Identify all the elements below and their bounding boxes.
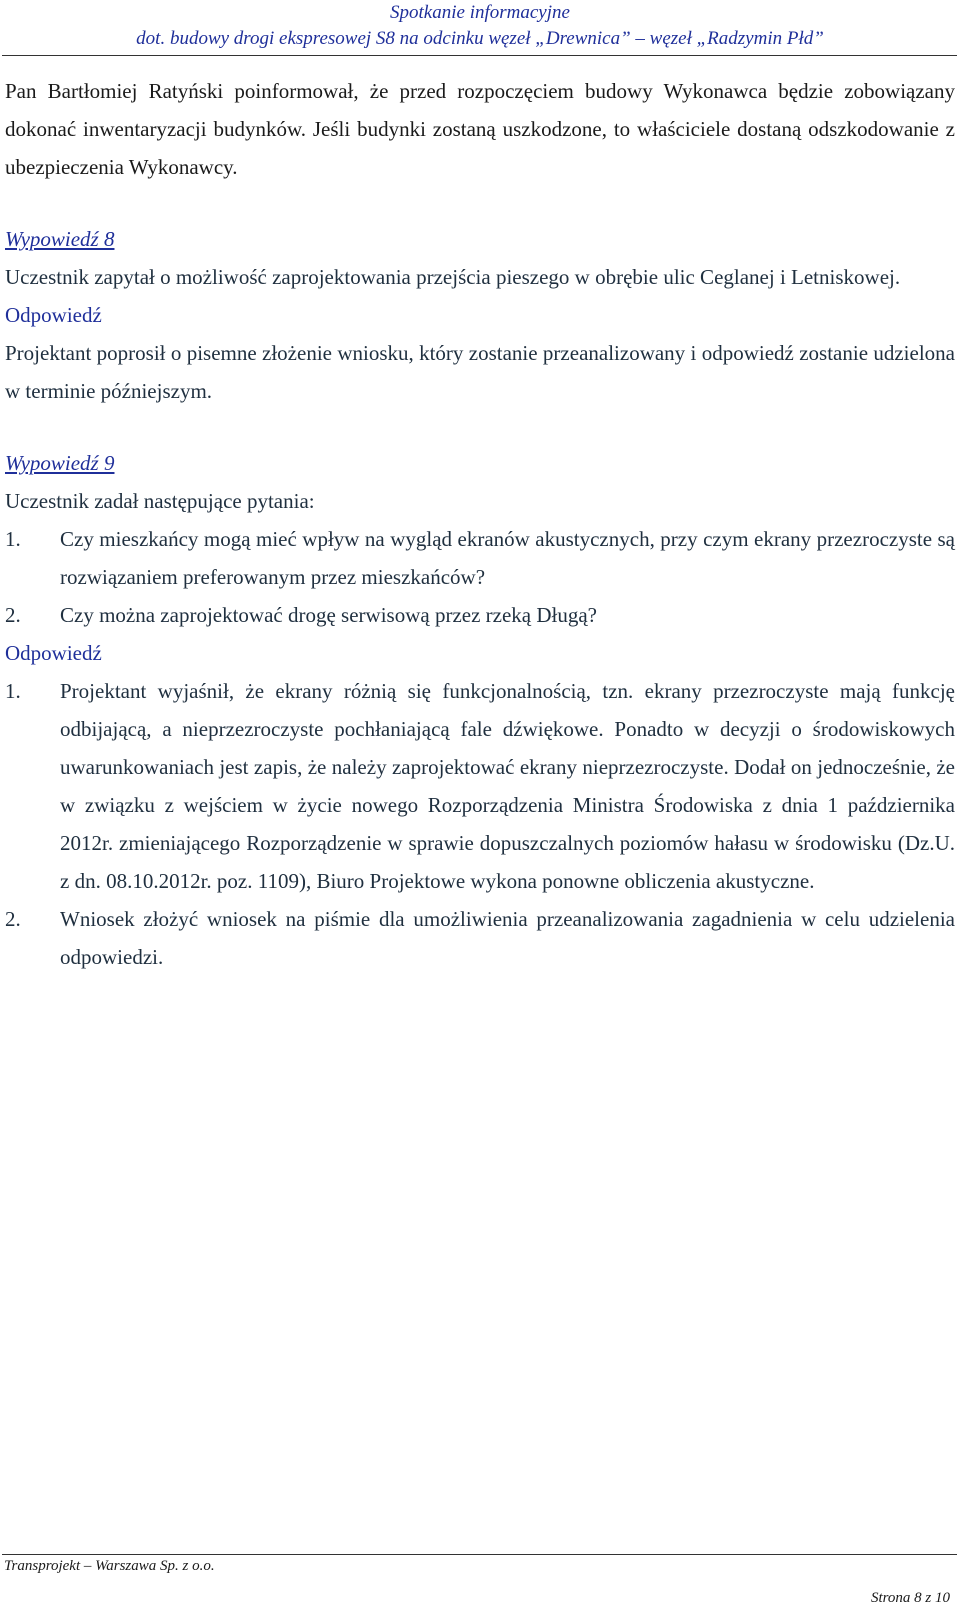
spacer bbox=[5, 186, 955, 220]
item-number: 1. bbox=[5, 527, 21, 551]
section-8-question: Uczestnik zapytał o możliwość zaprojektowania przejścia pieszego w obrębie ulic Ceglanej i Letniskowej. bbox=[5, 265, 901, 289]
page-header bbox=[0, 0, 960, 52]
section-8-heading: Wypowiedź 8 bbox=[5, 227, 115, 251]
list-item bbox=[5, 672, 955, 900]
header-subtitle: dot. budowy drogi ekspresowej S8 na odcinku węzeł „Drewnica” – węzeł „Radzymin Płd” bbox=[136, 28, 824, 49]
section-8-answer: Projektant poprosił o pisemne złożenie wniosku, który zostanie przeanalizowany i odpowiedź zostanie udzielona w terminie późniejszym. bbox=[5, 341, 955, 403]
footer-company: Transprojekt – Warszawa Sp. z o.o. bbox=[4, 1558, 215, 1574]
section-9-questions bbox=[5, 520, 955, 634]
item-text: Wniosek złożyć wniosek na piśmie dla umożliwienia przeanalizowania zagadnienia w celu udzielenia odpowiedzi. bbox=[60, 907, 955, 969]
section-9-answers bbox=[5, 672, 955, 976]
spacer bbox=[5, 410, 955, 444]
intro-paragraph: Pan Bartłomiej Ratyński poinformował, że przed rozpoczęciem budowy Wykonawca będzie zobowiązany dokonać inwentaryzacji budynków. Jeśli budynki zostaną uszkodzone, to właściciele dostaną odszkodowanie z ubezpieczenia Wykonawcy. bbox=[5, 79, 955, 179]
footer-page-number: Strona 8 z 10 bbox=[870, 1590, 950, 1606]
item-text: Czy można zaprojektować drogę serwisową przez rzeką Długą? bbox=[60, 603, 597, 627]
document-body bbox=[5, 72, 955, 976]
item-number: 1. bbox=[5, 679, 21, 703]
list-item bbox=[5, 596, 955, 634]
item-text: Projektant wyjaśnił, że ekrany różnią się funkcjonalnością, tzn. ekrany przezroczyste mają funkcję odbijającą, a nieprzezroczyste pochłaniającą fale dźwiękowe. Ponadto w decyzji o środowiskowych uwarunkowaniach jest zapis, że należy zaprojektować ekrany nieprzezroczyste. Dodał on jednocześnie, że w związku z wejściem w życie nowego Rozporządzenia Ministra Środowiska z dnia 1 października 2012r. zmieniającego Rozporządzenie w sprawie dopuszczalnych poziomów hałasu w środowisku (Dz.U. z dn. 08.10.2012r. poz. 1109), Biuro Projektowe wykona ponowne obliczenia akustyczne. bbox=[60, 679, 955, 893]
item-number: 2. bbox=[5, 603, 21, 627]
footer-divider bbox=[2, 1554, 957, 1555]
section-9-answer-label: Odpowiedź bbox=[5, 641, 102, 665]
section-9-intro: Uczestnik zadał następujące pytania: bbox=[5, 489, 315, 513]
section-8-answer-label: Odpowiedź bbox=[5, 303, 102, 327]
item-number: 2. bbox=[5, 907, 21, 931]
section-9-heading: Wypowiedź 9 bbox=[5, 451, 115, 475]
header-title: Spotkanie informacyjne bbox=[390, 2, 570, 23]
header-divider bbox=[2, 55, 957, 56]
item-text: Czy mieszkańcy mogą mieć wpływ na wygląd ekranów akustycznych, przy czym ekrany przezroczyste są rozwiązaniem preferowanym przez mieszkańców? bbox=[60, 527, 955, 589]
list-item bbox=[5, 900, 955, 976]
list-item bbox=[5, 520, 955, 596]
